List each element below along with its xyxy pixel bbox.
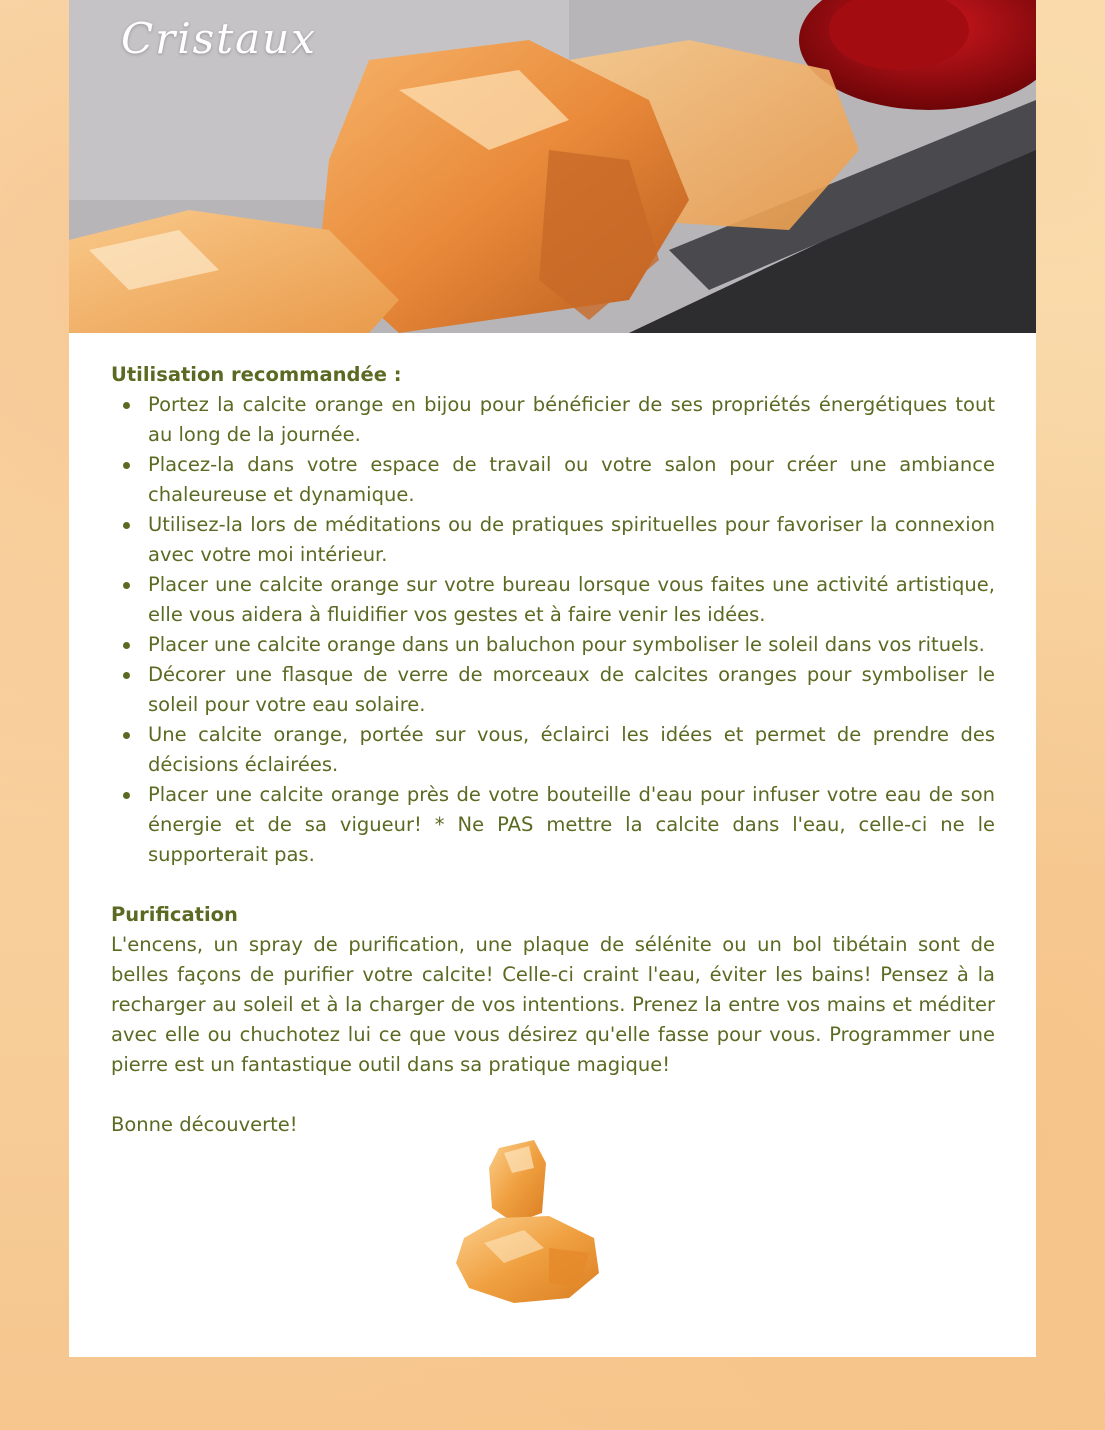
list-item: Utilisez-la lors de méditations ou de pratiques spirituelles pour favoriser la connexion avec votre moi intérieur.	[148, 510, 995, 570]
bullet-icon	[123, 642, 130, 649]
bullet-icon	[123, 732, 130, 739]
list-item: Placez-la dans votre espace de travail ou votre salon pour créer une ambiance chaleureuse et dynamique.	[148, 450, 995, 510]
main-content	[111, 360, 995, 1140]
calcite-crystal-image	[454, 1138, 604, 1306]
bullet-icon	[123, 462, 130, 469]
bullet-icon	[123, 522, 130, 529]
content-card	[69, 0, 1036, 1357]
bullet-icon	[123, 672, 130, 679]
bullet-icon	[123, 792, 130, 799]
list-item: Placer une calcite orange près de votre bouteille d'eau pour infuser votre eau de son énergie et de sa vigueur! * Ne PAS mettre la calcite dans l'eau, celle-ci ne le supporterait pas.	[148, 780, 995, 870]
list-item: Une calcite orange, portée sur vous, éclairci les idées et permet de prendre des décisions éclairées.	[148, 720, 995, 780]
list-item: Placer une calcite orange dans un baluchon pour symboliser le soleil dans vos rituels.	[148, 630, 995, 660]
list-item: Placer une calcite orange sur votre bureau lorsque vous faites une activité artistique, elle vous aidera à fluidifier vos gestes et à faire venir les idées.	[148, 570, 995, 630]
bullet-icon	[123, 582, 130, 589]
purification-text: L'encens, un spray de purification, une plaque de sélénite ou un bol tibétain sont de belles façons de purifier votre calcite! Celle-ci craint l'eau, éviter les bains! Pensez à la recharger au soleil et à la charger de vos intentions. Prenez la entre vos mains et méditer avec elle ou chuchotez lui ce que vous désirez qu'elle fasse pour vous. Programmer une pierre est un fantastique outil dans sa pratique magique!	[111, 933, 995, 1076]
purification-heading: Purification	[111, 903, 238, 926]
list-item: Décorer une flasque de verre de morceaux de calcites oranges pour symboliser le soleil pour votre eau solaire.	[148, 660, 995, 720]
usage-list	[111, 390, 995, 870]
hero-image	[69, 0, 1036, 333]
brand-logo: Cristaux	[121, 14, 317, 63]
list-item: Portez la calcite orange en bijou pour bénéficier de ses propriétés énergétiques tout au long de la journée.	[148, 390, 995, 450]
bullet-icon	[123, 402, 130, 409]
usage-heading: Utilisation recommandée :	[111, 363, 402, 386]
closing-text: Bonne découverte!	[111, 1113, 298, 1136]
